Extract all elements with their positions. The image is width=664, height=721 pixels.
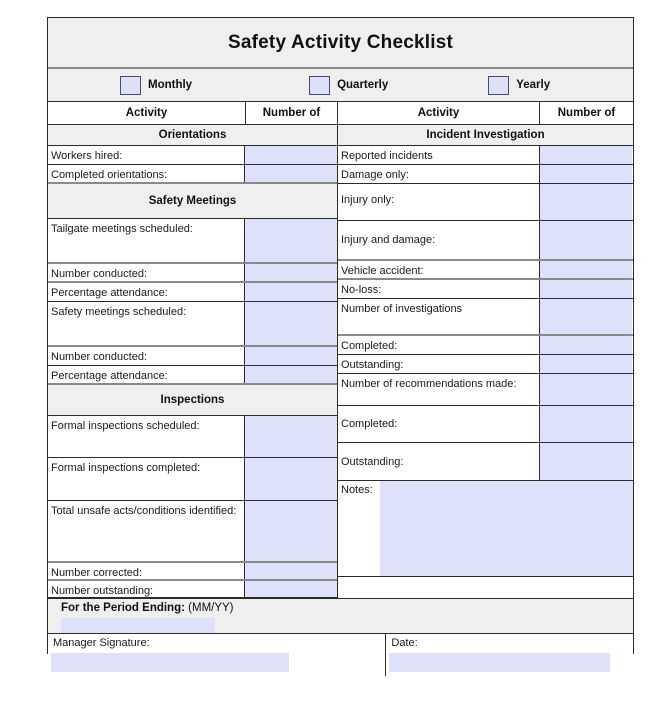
- manager-signature-label: Manager Signature:: [53, 637, 150, 649]
- column-header-row: [48, 102, 633, 125]
- row-label-number-conducted-tailgate: Number conducted:: [48, 264, 245, 281]
- row-label-recommendations-completed: Completed:: [338, 406, 540, 442]
- row-label-number-of-investigations: Number of investigations: [338, 299, 540, 334]
- checkbox-icon-quarterly[interactable]: [309, 76, 330, 95]
- checkbox-icon-monthly[interactable]: [120, 76, 141, 95]
- row-label-investigations-outstanding: Outstanding:: [338, 355, 540, 373]
- section-header-orientations: Orientations: [48, 125, 337, 146]
- input-number-of-investigations[interactable]: [540, 299, 632, 334]
- table-row[interactable]: [338, 261, 633, 280]
- frequency-label-quarterly: Quarterly: [337, 79, 389, 91]
- table-row[interactable]: [338, 336, 633, 355]
- period-ending-label: For the Period Ending:: [61, 602, 185, 614]
- input-percentage-attendance-tailgate[interactable]: [245, 283, 337, 301]
- row-label-safety-meetings-scheduled: Safety meetings scheduled:: [48, 302, 245, 345]
- manager-signature-cell[interactable]: [48, 634, 386, 676]
- column-header-number-left: Number of: [246, 102, 338, 124]
- row-label-completed-orientations: Completed orientations:: [48, 165, 245, 182]
- input-completed-orientations[interactable]: [245, 165, 337, 182]
- input-number-outstanding[interactable]: [245, 581, 337, 597]
- period-ending-input[interactable]: [61, 618, 215, 633]
- table-row[interactable]: [48, 264, 337, 283]
- column-header-activity-right: Activity: [338, 102, 540, 124]
- frequency-option-yearly[interactable]: [488, 76, 550, 95]
- date-cell[interactable]: [386, 634, 633, 676]
- input-vehicle-accident[interactable]: [540, 261, 632, 278]
- input-safety-meetings-scheduled[interactable]: [245, 302, 337, 345]
- frequency-option-quarterly[interactable]: [309, 76, 388, 95]
- table-row[interactable]: [48, 416, 337, 458]
- input-formal-inspections-scheduled[interactable]: [245, 416, 337, 457]
- frequency-label-monthly: Monthly: [148, 79, 193, 91]
- row-label-number-outstanding: Number outstanding:: [48, 581, 245, 597]
- signature-band: [48, 634, 633, 676]
- row-label-investigations-completed: Completed:: [338, 336, 540, 354]
- frequency-label-yearly: Yearly: [516, 79, 551, 91]
- row-label-formal-inspections-scheduled: Formal inspections scheduled:: [48, 416, 245, 457]
- page-title: Safety Activity Checklist: [228, 31, 453, 53]
- table-row[interactable]: [48, 146, 337, 165]
- input-damage-only[interactable]: [540, 165, 632, 183]
- right-activity-column: [338, 125, 633, 577]
- input-reported-incidents[interactable]: [540, 146, 632, 164]
- notes-label: Notes:: [338, 481, 380, 576]
- input-total-unsafe-acts-identified[interactable]: [245, 501, 337, 561]
- table-row[interactable]: [48, 219, 337, 264]
- table-row[interactable]: [48, 458, 337, 501]
- input-recommendations-outstanding[interactable]: [540, 443, 632, 480]
- row-label-damage-only: Damage only:: [338, 165, 540, 183]
- table-row[interactable]: [48, 501, 337, 563]
- row-label-recommendations-outstanding: Outstanding:: [338, 443, 540, 480]
- table-row[interactable]: [48, 283, 337, 302]
- table-row[interactable]: [338, 443, 633, 481]
- table-row[interactable]: [338, 184, 633, 221]
- row-label-injury-and-damage: Injury and damage:: [338, 221, 540, 259]
- table-row[interactable]: [48, 302, 337, 347]
- input-investigations-outstanding[interactable]: [540, 355, 632, 373]
- row-label-percentage-attendance-tailgate: Percentage attendance:: [48, 283, 245, 301]
- checklist-body: [48, 125, 633, 598]
- input-no-loss[interactable]: [540, 280, 632, 298]
- table-row[interactable]: [338, 221, 633, 261]
- row-label-percentage-attendance-safety: Percentage attendance:: [48, 366, 245, 383]
- input-injury-only[interactable]: [540, 184, 632, 220]
- form-title-band: [48, 18, 633, 69]
- period-ending-label-group: [61, 602, 234, 614]
- period-ending-format-hint: (MM/YY): [188, 602, 234, 614]
- date-input[interactable]: [389, 653, 610, 672]
- row-label-injury-only: Injury only:: [338, 184, 540, 220]
- section-header-inspections: Inspections: [48, 385, 337, 416]
- row-label-tailgate-meetings-scheduled: Tailgate meetings scheduled:: [48, 219, 245, 262]
- date-label: Date:: [391, 637, 418, 649]
- notes-input[interactable]: [380, 481, 633, 576]
- row-label-number-conducted-safety: Number conducted:: [48, 347, 245, 365]
- row-label-no-loss: No-loss:: [338, 280, 540, 298]
- input-number-conducted-safety[interactable]: [245, 347, 337, 365]
- input-formal-inspections-completed[interactable]: [245, 458, 337, 500]
- notes-row[interactable]: [338, 481, 633, 577]
- row-label-workers-hired: Workers hired:: [48, 146, 245, 164]
- input-recommendations-completed[interactable]: [540, 406, 632, 442]
- column-header-number-right: Number of: [557, 107, 616, 119]
- frequency-selector-row: [48, 69, 633, 102]
- row-label-formal-inspections-completed: Formal inspections completed:: [48, 458, 245, 500]
- table-row[interactable]: [48, 581, 337, 598]
- frequency-option-monthly[interactable]: [120, 76, 192, 95]
- input-tailgate-meetings-scheduled[interactable]: [245, 219, 337, 262]
- table-row[interactable]: [338, 355, 633, 374]
- table-row[interactable]: [338, 299, 633, 336]
- checkbox-icon-yearly[interactable]: [488, 76, 509, 95]
- row-label-total-unsafe-acts-identified: Total unsafe acts/conditions identified:: [48, 501, 245, 561]
- table-row[interactable]: [338, 146, 633, 165]
- input-number-corrected[interactable]: [245, 563, 337, 579]
- input-number-of-recommendations-made[interactable]: [540, 374, 632, 405]
- input-investigations-completed[interactable]: [540, 336, 632, 354]
- table-row[interactable]: [338, 165, 633, 184]
- input-percentage-attendance-safety[interactable]: [245, 366, 337, 383]
- section-header-incident-investigation: Incident Investigation: [338, 125, 633, 146]
- row-label-vehicle-accident: Vehicle accident:: [338, 261, 540, 278]
- section-header-safety-meetings: Safety Meetings: [48, 184, 337, 219]
- manager-signature-input[interactable]: [51, 653, 289, 672]
- left-activity-column: [48, 125, 338, 598]
- table-row[interactable]: [338, 280, 633, 299]
- table-row[interactable]: [338, 374, 633, 406]
- input-number-conducted-tailgate[interactable]: [245, 264, 337, 281]
- row-label-number-of-recommendations-made: Number of recommendations made:: [338, 374, 540, 405]
- table-row[interactable]: [338, 406, 633, 443]
- row-label-number-corrected: Number corrected:: [48, 563, 245, 579]
- input-workers-hired[interactable]: [245, 146, 337, 164]
- period-ending-band: [48, 598, 633, 634]
- table-row[interactable]: [48, 165, 337, 184]
- table-row[interactable]: [48, 366, 337, 385]
- table-row[interactable]: [48, 563, 337, 581]
- table-row[interactable]: [48, 347, 337, 366]
- column-header-activity-left: Activity: [48, 102, 246, 124]
- safety-activity-checklist-form: [47, 17, 634, 654]
- row-label-reported-incidents: Reported incidents: [338, 146, 540, 164]
- input-injury-and-damage[interactable]: [540, 221, 632, 259]
